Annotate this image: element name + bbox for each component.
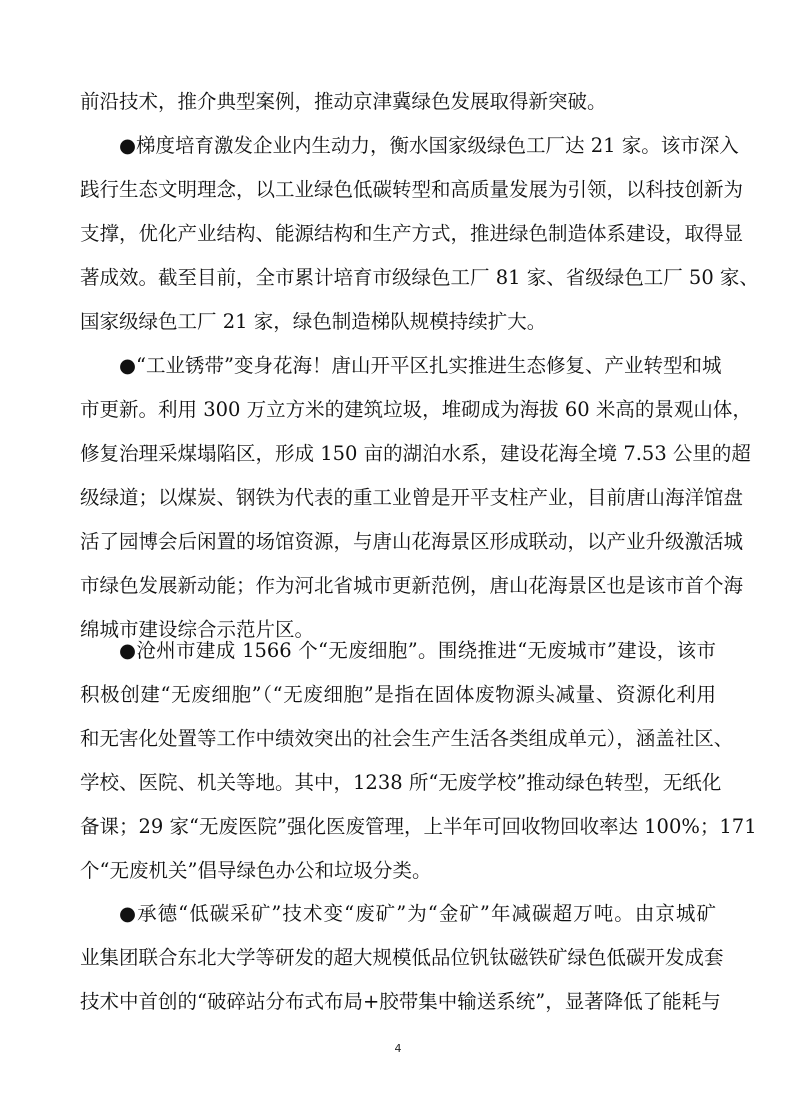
text-line: ●承德“低碳采矿”技术变“废矿”为“金矿”年减碳超万吨。由京城矿 <box>119 902 716 925</box>
text-line: 业集团联合东北大学等研发的超大规模低品位钒钛磁铁矿绿色低碳开发成套 <box>80 946 724 969</box>
text-line: 支撑，优化产业结构、能源结构和生产方式，推进绿色制造体系建设，取得显 <box>80 222 744 245</box>
text-line: 活了园博会后闲置的场馆资源，与唐山花海景区形成联动，以产业升级激活城 <box>80 530 744 553</box>
text-line: 修复治理采煤塌陷区，形成 150 亩的湖泊水系，建设花海全境 7.53 公里的超 <box>80 442 751 465</box>
text-line: 市更新。利用 300 万立方米的建筑垃圾，堆砌成为海拔 60 米高的景观山体， <box>80 398 752 421</box>
text-line: 技术中首创的“破碎站分布式布局+胶带集中输送系统”，显著降低了能耗与 <box>80 990 721 1013</box>
text-line: ●梯度培育激发企业内生动力，衡水国家级绿色工厂达 21 家。该市深入 <box>119 134 739 157</box>
text-line: 践行生态文明理念，以工业绿色低碳转型和高质量发展为引领，以科技创新为 <box>80 178 744 201</box>
text-line: 备课；29 家“无废医院”强化医废管理，上半年可回收物回收率达 100%；171 <box>80 815 757 838</box>
text-line: ●沧州市建成 1566 个“无废细胞”。围绕推进“无废城市”建设，该市 <box>119 639 716 662</box>
paragraph-cangzhou <box>80 629 757 893</box>
paragraph-tangshan <box>80 344 752 652</box>
text-line: 和无害化处置等工作中绩效突出的社会生产生活各类组成单元），涵盖社区、 <box>80 727 734 750</box>
text-line: 学校、医院、机关等地。其中，1238 所“无废学校”推动绿色转型，无纸化 <box>80 771 722 794</box>
text-line: 积极创建“无废细胞”（“无废细胞”是指在固体废物源头减量、资源化利用 <box>80 683 716 706</box>
text-line: 市绿色发展新动能；作为河北省城市更新范例，唐山花海景区也是该市首个海 <box>80 574 744 597</box>
text-line: 绵城市建设综合示范片区。 <box>80 618 315 641</box>
text-line: 前沿技术，推介典型案例，推动京津冀绿色发展取得新突破。 <box>80 90 607 113</box>
paragraph-hengshui <box>80 124 759 344</box>
text-line: 级绿道；以煤炭、钢铁为代表的重工业曾是开平支柱产业，目前唐山海洋馆盘 <box>80 486 744 509</box>
text-line: ●“工业锈带”变身花海！唐山开平区扎实推进生态修复、产业转型和城 <box>119 354 722 377</box>
page-number: 4 <box>394 1042 402 1055</box>
text-line: 个“无废机关”倡导绿色办公和垃圾分类。 <box>80 859 432 882</box>
paragraph-chengde <box>80 892 724 1024</box>
paragraph-intro-tail <box>80 80 716 124</box>
text-line: 著成效。截至目前，全市累计培育市级绿色工厂 81 家、省级绿色工厂 50 家、 <box>80 266 759 289</box>
text-line: 国家级绿色工厂 21 家，绿色制造梯队规模持续扩大。 <box>80 310 547 333</box>
